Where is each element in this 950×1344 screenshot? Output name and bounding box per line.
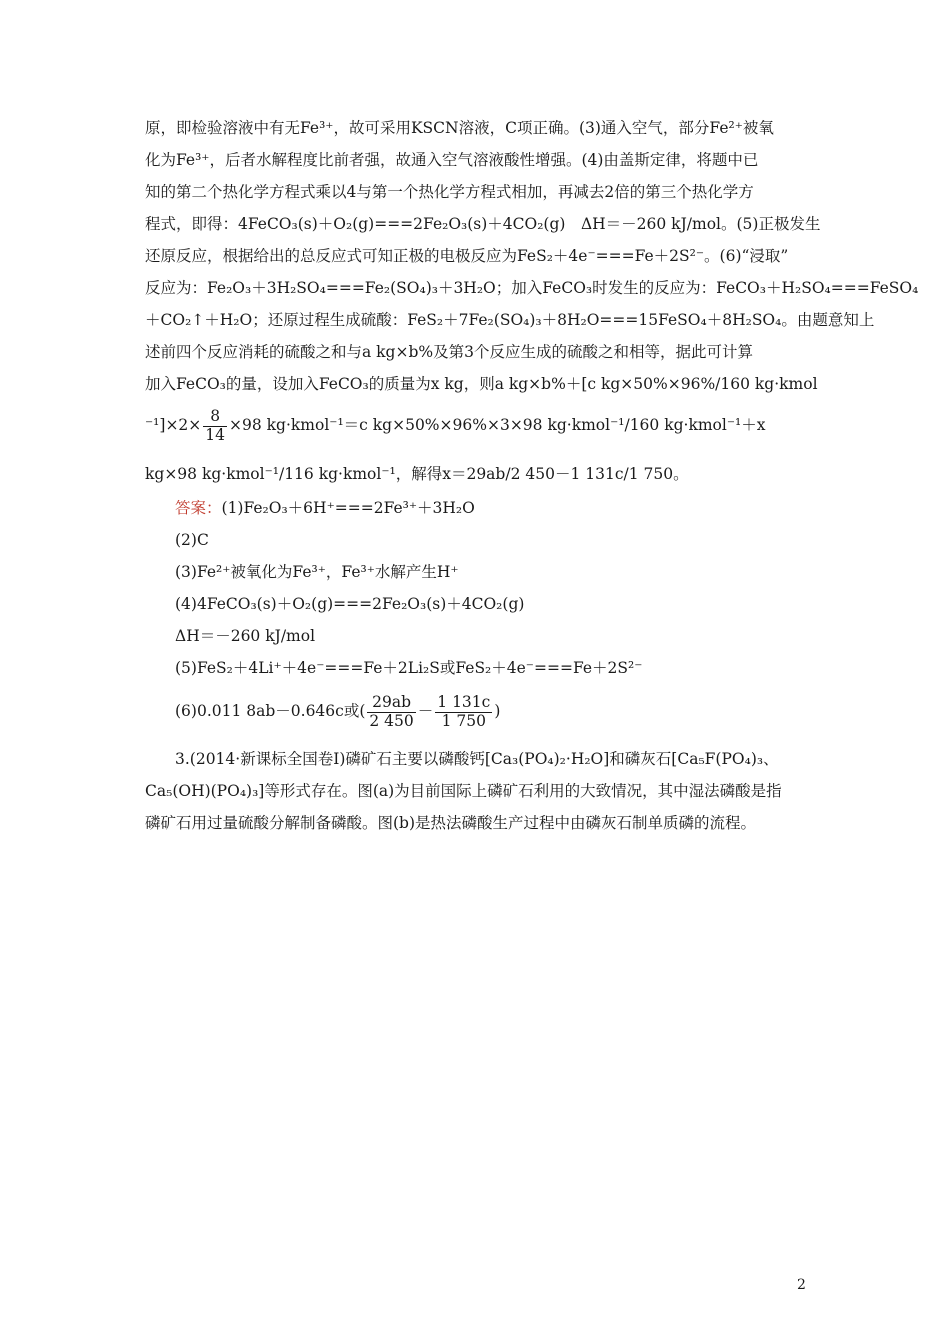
explanation-line-3: 知的第二个热化学方程式乘以4与第一个热化学方程式相加，再减去2倍的第三个热化学方	[145, 183, 754, 201]
line10-prefix: ⁻¹]×2×	[145, 416, 202, 434]
line10-suffix: ×98 kg·kmol⁻¹＝c kg×50%×96%×3×98 kg·kmol⁻¹/160 kg·kmol⁻¹＋x	[229, 416, 766, 434]
fraction-numerator: 1 131c	[437, 693, 491, 712]
explanation-line-2: 化为Fe³⁺，后者水解程度比前者强，故通入空气溶液酸性增强。(4)由盖斯定律，将题中已	[145, 151, 759, 169]
answer-5: (5)FeS₂＋4Li⁺＋4e⁻===Fe＋2Li₂S或FeS₂＋4e⁻===Fe＋2S²⁻	[175, 659, 643, 677]
answer-1-text: (1)Fe₂O₃＋6H⁺===2Fe³⁺＋3H₂O	[221, 499, 475, 517]
fraction-denominator: 1 750	[441, 711, 486, 730]
page-number: 2	[797, 1277, 806, 1293]
answer-label: 答案：	[175, 499, 222, 517]
answer-6-suffix: )	[494, 702, 501, 720]
fraction-1131c-over-1750	[435, 694, 492, 729]
answer-4: (4)4FeCO₃(s)＋O₂(g)===2Fe₂O₃(s)＋4CO₂(g)	[175, 595, 525, 613]
answer-2: (2)C	[175, 531, 209, 549]
answer-6-prefix: (6)0.011 8ab－0.646c或(	[175, 702, 366, 720]
question-3-line-3: 磷矿石用过量硫酸分解制备磷酸。图(b)是热法磷酸生产过程中由磷灰石制单质磷的流程。	[145, 814, 757, 832]
question-3-line-1: 3.(2014·新课标全国卷Ⅰ)磷矿石主要以磷酸钙[Ca₃(PO₄)₂·H₂O]和磷灰石[Ca₅F(PO₄)₃、	[175, 750, 779, 768]
answer-3: (3)Fe²⁺被氧化为Fe³⁺，Fe³⁺水解产生H⁺	[175, 563, 459, 581]
answer-1	[175, 493, 475, 523]
explanation-line-7: ＋CO₂↑＋H₂O；还原过程生成硫酸：FeS₂＋7Fe₂(SO₄)₃＋8H₂O===15FeSO₄＋8H₂SO₄。由题意知上	[145, 311, 875, 329]
fraction-denominator: 14	[205, 425, 226, 444]
explanation-line-5: 还原反应，根据给出的总反应式可知正极的电极反应为FeS₂＋4e⁻===Fe＋2S²⁻。(6)“浸取”	[145, 247, 789, 265]
explanation-line-4: 程式，即得：4FeCO₃(s)＋O₂(g)===2Fe₂O₃(s)＋4CO₂(g) ΔH＝－260 kJ/mol。(5)正极发生	[145, 215, 821, 233]
explanation-line-1: 原，即检验溶液中有无Fe³⁺，故可采用KSCN溶液，C项正确。(3)通入空气，部分Fe²⁺被氧	[145, 119, 774, 137]
explanation-line-6: 反应为：Fe₂O₃＋3H₂SO₄===Fe₂(SO₄)₃＋3H₂O；加入FeCO₃时发生的反应为：FeCO₃＋H₂SO₄===FeSO₄	[145, 279, 919, 297]
question-3-line-2: Ca₅(OH)(PO₄)₃]等形式存在。图(a)为目前国际上磷矿石利用的大致情况，其中湿法磷酸是指	[145, 782, 782, 800]
answer-4-enthalpy: ΔH＝－260 kJ/mol	[175, 627, 316, 645]
explanation-line-10	[145, 403, 765, 447]
fraction-29ab-over-2450	[367, 694, 415, 729]
explanation-line-8: 述前四个反应消耗的硫酸之和与a kg×b%及第3个反应生成的硫酸之和相等，据此可计算	[145, 343, 753, 361]
fraction-numerator: 29ab	[367, 694, 415, 712]
fraction-8-over-14	[203, 408, 227, 443]
answer-6-minus: －	[417, 702, 434, 720]
fraction-denominator: 2 450	[369, 711, 414, 730]
answer-6	[175, 689, 500, 733]
explanation-line-11: kg×98 kg·kmol⁻¹/116 kg·kmol⁻¹，解得x＝29ab/2 450－1 131c/1 750。	[145, 465, 689, 483]
fraction-numerator: 8	[203, 408, 227, 426]
explanation-line-9: 加入FeCO₃的量，设加入FeCO₃的质量为x kg，则a kg×b%＋[c kg×50%×96%/160 kg·kmol	[145, 375, 818, 393]
